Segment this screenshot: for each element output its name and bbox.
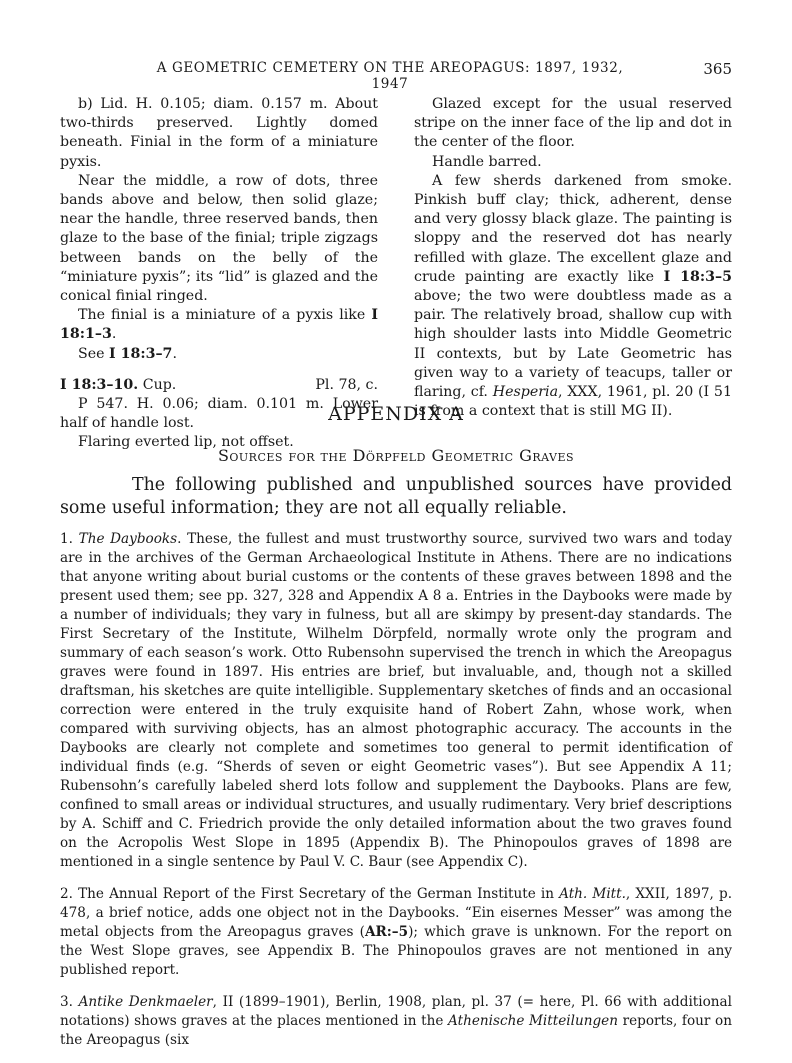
source-title: Antike Denkmaeler (78, 994, 213, 1010)
cup-shape: Flaring everted lip, not offset. (78, 434, 294, 451)
catalog-entry-heading (60, 376, 378, 395)
source-item-annual-report: 2. The Annual Report of the First Secretary of the German Institute in Ath. Mitt., XXII, 1897, p. 478, a brief notice, adds one object not in the Daybooks. “Ein eisernes Messer” was among the metal objects from the Areopagus graves (AR:–5); which grave is unknown. For the report on the West Slope graves, see Appendix B. The Phinopoulos graves are not mentioned in any published report. (60, 886, 733, 978)
source-item-antike-denkmaeler: 3. Antike Denkmaeler, II (1899–1901), Berlin, 1908, plan, pl. 37 (= here, Pl. 66 with additional notations) shows graves at the places mentioned in the Athenische Mitteilungen reports, four on the Areopagus (six (60, 994, 732, 1048)
right-column (414, 95, 732, 421)
sources-list (60, 530, 732, 1063)
catalog-entry-type: Cup. (142, 376, 177, 393)
catalog-ref: AR:–5 (364, 924, 409, 940)
appendix-intro: The following published and unpublished sources have provided some useful information; they are not all equally reliable. (60, 475, 732, 518)
catalog-ref: I 18:3–7 (109, 345, 173, 362)
finial-comparison: The finial is a miniature of a pyxis like I 18:1–3. (60, 307, 378, 343)
lid-description: b) Lid. H. 0.105; diam. 0.157 m. About two-thirds preserved. Lightly domed beneath. Finial in the form of a miniature pyxis. (60, 96, 378, 170)
left-column (60, 95, 378, 453)
catalog-entry-id: I 18:3–10. (60, 376, 139, 393)
cup-measurements: P 547. H. 0.06; diam. 0.101 m. Lower half of handle lost. (60, 396, 378, 432)
journal-title: Hesperia (492, 384, 559, 401)
lid-decoration: Near the middle, a row of dots, three bands above and below, then solid glaze; near the handle, three reserved bands, then glaze to the base of the finial; triple zigzags between bands on the belly of the “miniature pyxis”; its “lid” is glazed and the conical finial ringed. (60, 172, 378, 305)
cup-handle: Handle barred. (432, 153, 542, 170)
page-number: 365 (703, 60, 732, 78)
see-also: See I 18:3–7. (78, 345, 177, 362)
appendix-title: APPENDIX A (328, 403, 464, 425)
appendix-subtitle: Sources for the Dörpfeld Geometric Graves (217, 446, 575, 465)
running-title: A GEOMETRIC CEMETERY ON THE AREOPAGUS: 1897, 1932, 1947 (156, 60, 624, 92)
catalog-ref: I 18:3–5 (663, 268, 733, 285)
source-title: The Daybooks (78, 531, 178, 547)
cup-glaze: Glazed except for the usual reserved stripe on the inner face of the lip and dot in the center of the floor. (414, 96, 732, 151)
source-item-daybooks: 1. The Daybooks. These, the fullest and must trustworthy source, survived two wars and today are in the archives of the German Archaeological Institute in Athens. There are no indications that anyone writing about burial customs or the contents of these graves between 1898 and the present used them; see pp. 327, 328 and Appendix A 8 a. Entries in the Daybooks were made by a number of individuals; they vary in fulness, but all are skimpy by present-day standards. The First Secretary of the Institute, Wilhelm Dörpfeld, normally wrote only the program and summary of each season’s work. Otto Rubensohn supervised the trench in which the Areopagus graves were found in 1897. His entries are brief, but invaluable, and, though not a skilled draftsman, his sketches are quite intelligible. Supplementary sketches of finds and an occasional correction were entered in the truly exquisite hand of Robert Zahn, whose work, when compared with surviving objects, has an almost photographic accuracy. The accounts in the Daybooks are clearly not complete and sometimes too general to permit identification of individual finds (e.g. “Sherds of seven or eight Geometric vases”). But see Appendix A 11; Rubensohn’s carefully labeled sherd lots follow and supplement the Daybooks. Plans are few, confined to small areas or individual structures, and usually rudimentary. Very brief descriptions by A. Schiff and C. Friedrich provide the only detailed information about the two graves found on the Acropolis West Slope in 1895 (Appendix B). The Phinopoulos graves of 1898 are mentioned in a single sentence by Paul V. C. Baur (see Appendix C). (60, 531, 732, 870)
plate-reference: Pl. 78, c. (315, 376, 378, 393)
journal-title: Ath. Mitt. (559, 886, 626, 902)
cup-discussion: A few sherds darkened from smoke. Pinkish buff clay; thick, adherent, dense and very glossy black glaze. The painting is sloppy and the reserved dot has nearly refilled with glaze. The excellent glaze and crude painting are exactly like I 18:3–5 above; the two were doubtless made as a pair. The relatively broad, shallow cup with high shoulder lasts into Middle Geometric II contexts, but by Late Geometric has given way to a variety of teacups, taller or flaring, cf. Hesperia, XXX, 1961, pl. 20 (I 51 is from a context that is still MG II). (414, 172, 733, 420)
journal-title: Athenische Mitteilungen (448, 1013, 618, 1029)
catalog-ref: I 18:1–3 (60, 307, 378, 343)
